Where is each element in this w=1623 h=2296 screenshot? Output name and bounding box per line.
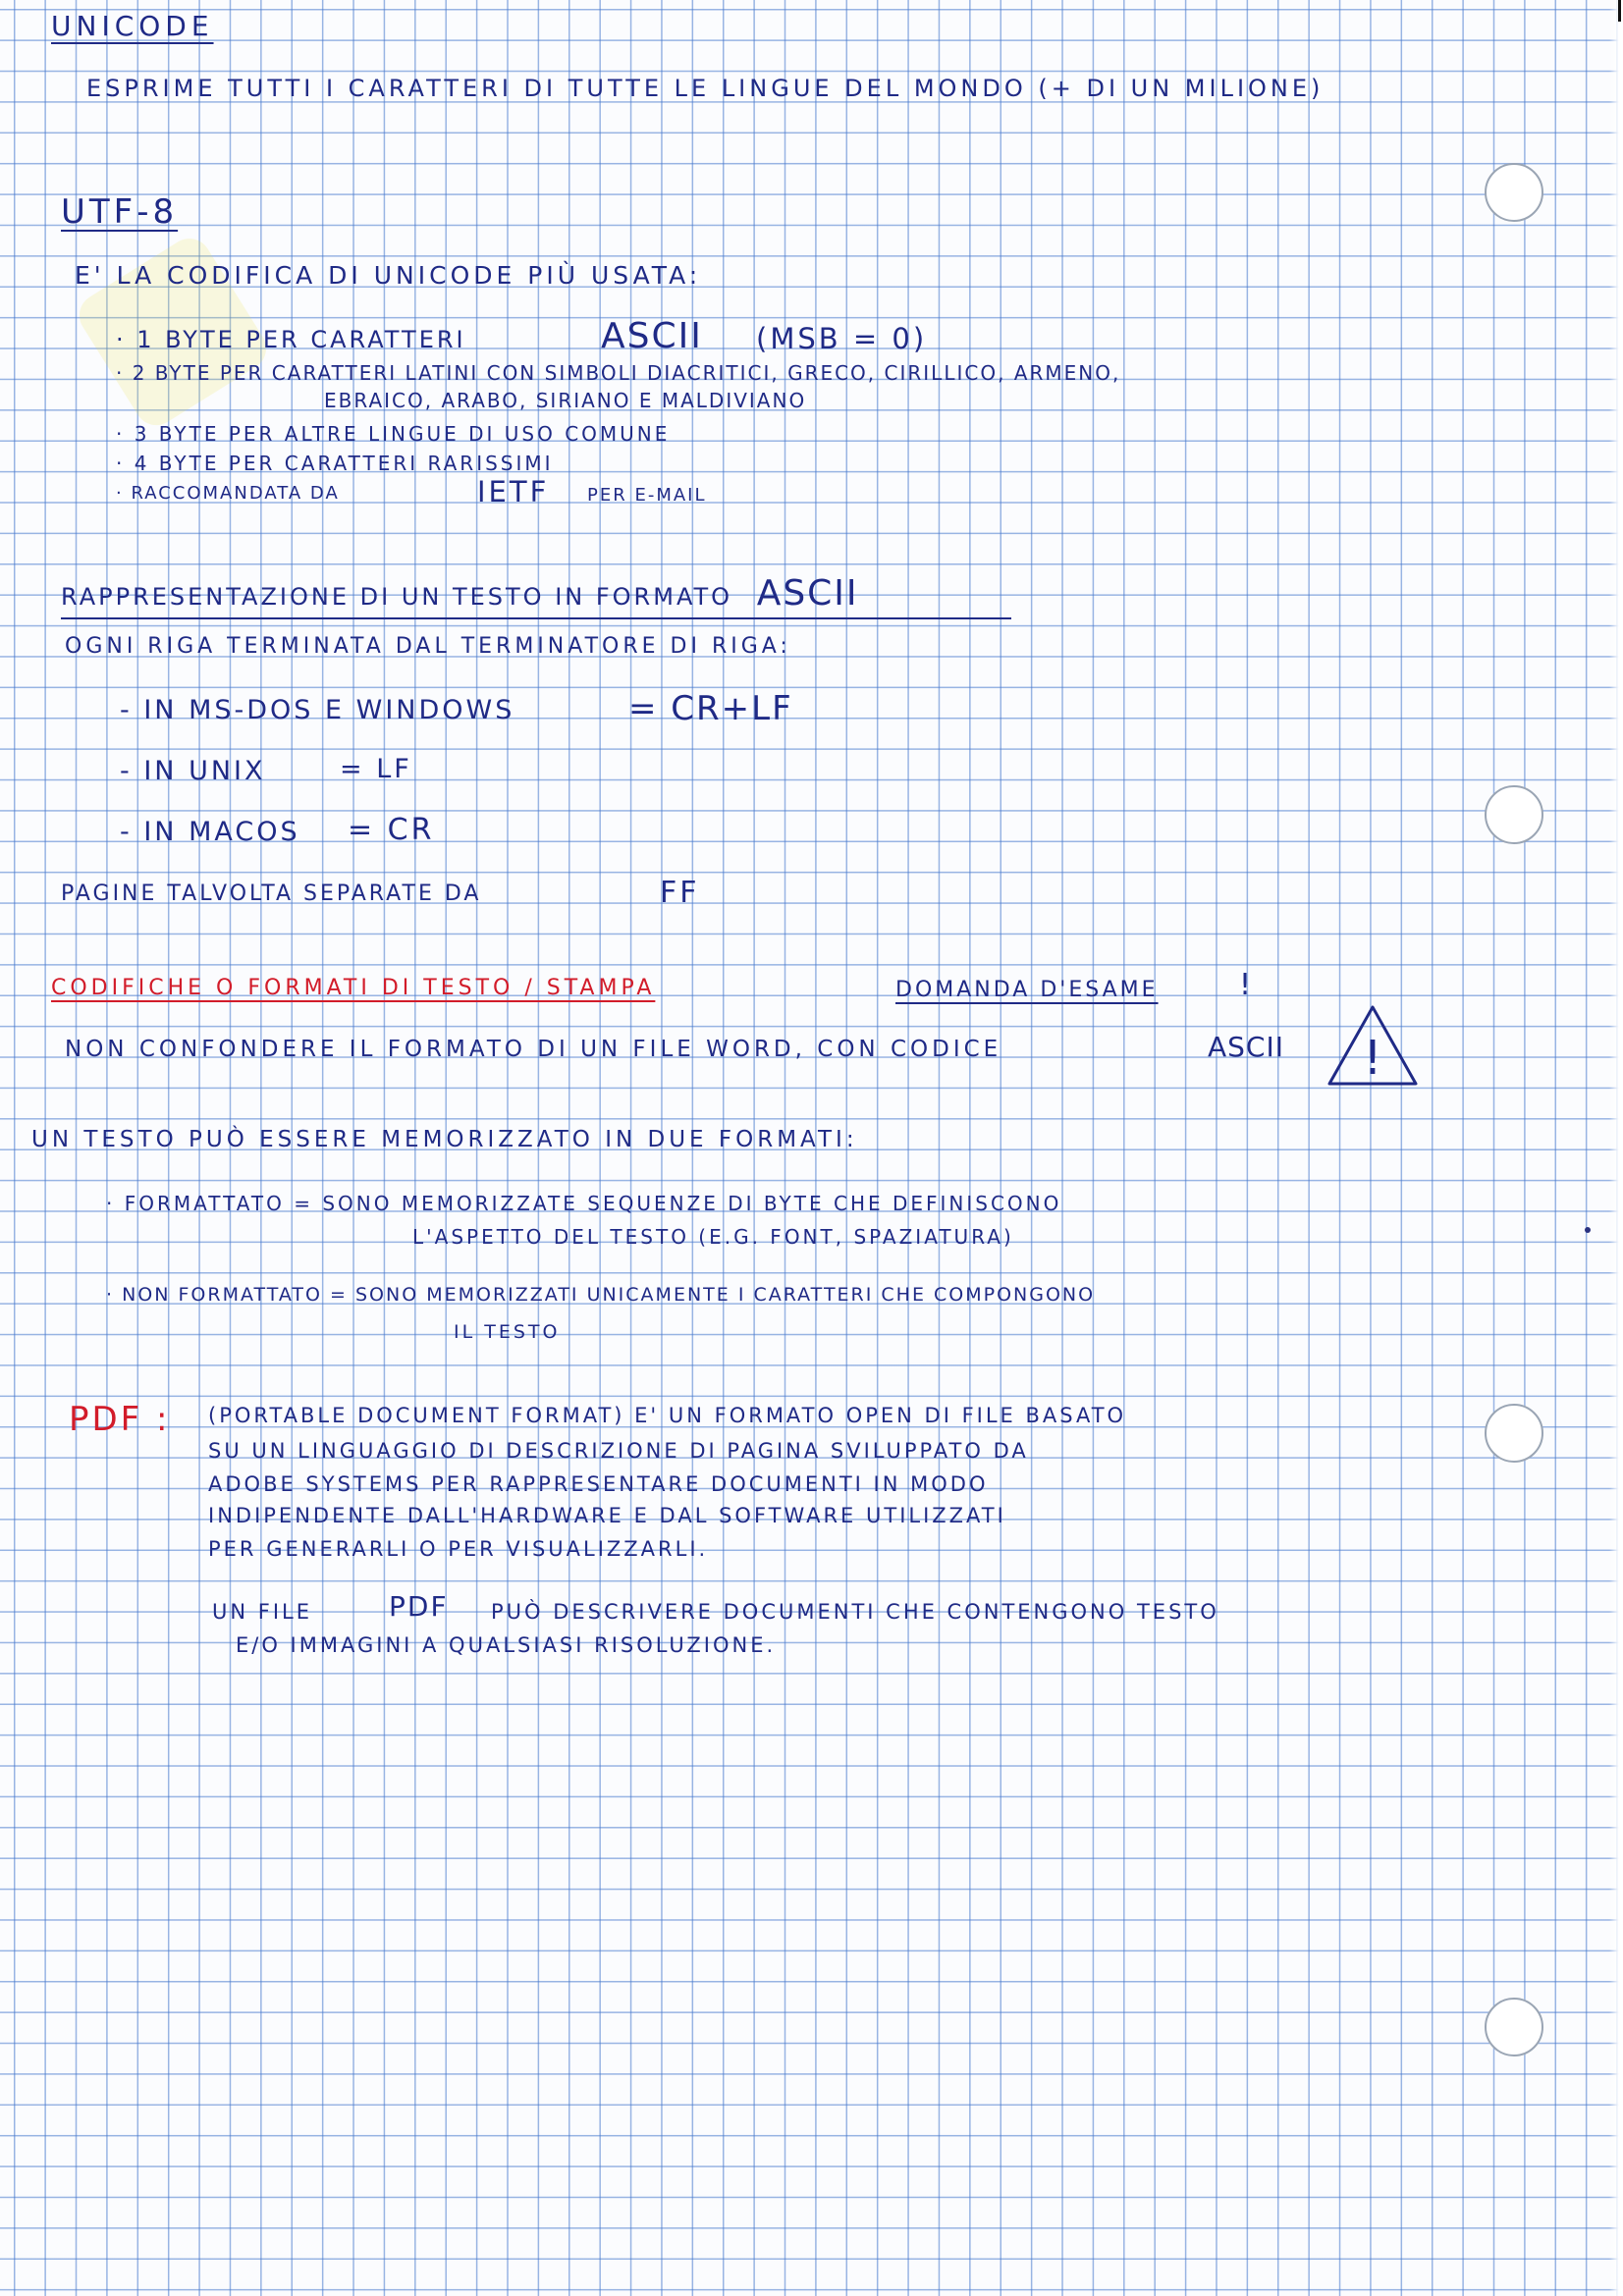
warning-icon-glyph: !	[1363, 1031, 1382, 1086]
utf8-item-1-msb: (MSB = 0)	[756, 322, 928, 355]
page-edge	[1609, 0, 1623, 2296]
codifiche-heading: CODIFICHE O FORMATI DI TESTO / STAMPA	[51, 976, 656, 1000]
bullet-non-formattato: · NON FORMATTATO = SONO MEMORIZZATI UNICAMENTE I CARATTERI CHE COMPONGONO	[106, 1284, 1096, 1306]
exam-note: DOMANDA D'ESAME	[895, 978, 1159, 1002]
pdf-line-4: INDIPENDENTE DALL'HARDWARE E DAL SOFTWARE UTILIZZATI	[208, 1504, 1006, 1527]
utf8-heading: UTF-8	[61, 192, 179, 232]
codifiche-note-ascii: ASCII	[1208, 1031, 1284, 1063]
unicode-heading: UNICODE	[51, 10, 214, 42]
unicode-description: ESPRIME TUTTI I CARATTERI DI TUTTE LE LINGUE DEL MONDO (+ DI UN MILIONE)	[86, 75, 1325, 102]
pdf-label: PDF :	[69, 1400, 171, 1439]
ink-speck	[1585, 1227, 1591, 1233]
ascii-pages-ff: FF	[660, 876, 700, 910]
binder-hole	[1485, 1998, 1543, 2056]
codifiche-intro: UN TESTO PUÒ ESSERE MEMORIZZATO IN DUE FORMATI:	[31, 1127, 858, 1152]
ascii-pages: PAGINE TALVOLTA SEPARATE DA	[61, 881, 482, 906]
ascii-section-heading	[61, 573, 1011, 619]
utf8-item-1-label: · 1 BYTE PER CARATTERI	[116, 326, 466, 353]
utf8-item-1-ascii: ASCII	[601, 316, 703, 356]
pdf-line-2: SU UN LINGUAGGIO DI DESCRIZIONE DI PAGINA SVILUPPATO DA	[208, 1439, 1029, 1463]
binder-hole	[1485, 785, 1543, 844]
pdf-line-3: ADOBE SYSTEMS PER RAPPRESENTARE DOCUMENTI IN MODO	[208, 1472, 989, 1496]
ascii-line-msdos: - IN MS-DOS E WINDOWS	[120, 695, 515, 725]
utf8-item-5: · RACCOMANDATA DA	[116, 483, 340, 504]
codifiche-note: NON CONFONDERE IL FORMATO DI UN FILE WORD, CON CODICE	[65, 1037, 1002, 1062]
binder-hole	[1485, 1404, 1543, 1463]
pdf-para2-line2: E/O IMMAGINI A QUALSIASI RISOLUZIONE.	[236, 1633, 777, 1657]
ascii-line-msdos-value: = CR+LF	[628, 689, 793, 728]
utf8-item-3: · 3 BYTE PER ALTRE LINGUE DI USO COMUNE	[116, 422, 671, 446]
ascii-intro: OGNI RIGA TERMINATA DAL TERMINATORE DI RIGA:	[65, 634, 791, 659]
bullet-formattato-cont: L'ASPETTO DEL TESTO (E.G. FONT, SPAZIATURA)	[412, 1225, 1014, 1249]
pdf-para2-rest: PUÒ DESCRIVERE DOCUMENTI CHE CONTENGONO TESTO	[491, 1600, 1219, 1624]
ascii-section-heading-ascii: ASCII	[756, 573, 859, 614]
pdf-para2-start: UN FILE	[212, 1600, 312, 1624]
ascii-section-heading-text: RAPPRESENTAZIONE DI UN TESTO IN FORMATO	[61, 583, 733, 611]
ascii-line-macos-value: = CR	[348, 813, 435, 847]
binder-hole	[1485, 163, 1543, 222]
pdf-para2-pdf: PDF	[389, 1590, 449, 1623]
utf8-item-5-ietf: IETF	[477, 475, 550, 508]
ascii-line-unix: - IN UNIX	[120, 756, 266, 786]
bullet-formattato: · FORMATTATO = SONO MEMORIZZATE SEQUENZE DI BYTE CHE DEFINISCONO	[106, 1192, 1062, 1215]
utf8-item-5-email: PER E-MAIL	[587, 485, 707, 506]
pdf-line-5: PER GENERARLI O PER VISUALIZZARLI.	[208, 1537, 709, 1561]
bullet-non-formattato-cont: IL TESTO	[454, 1321, 561, 1343]
exam-mark: !	[1239, 968, 1252, 1002]
utf8-intro: E' LA CODIFICA DI UNICODE PIÙ USATA:	[75, 261, 702, 290]
pdf-line-1: (PORTABLE DOCUMENT FORMAT) E' UN FORMATO OPEN DI FILE BASATO	[208, 1404, 1127, 1427]
ascii-line-macos: - IN MACOS	[120, 817, 300, 847]
warning-icon	[1325, 1003, 1420, 1088]
utf8-item-2-cont: EBRAICO, ARABO, SIRIANO E MALDIVIANO	[324, 389, 807, 412]
utf8-item-4: · 4 BYTE PER CARATTERI RARISSIMI	[116, 452, 554, 475]
utf8-item-2: · 2 BYTE PER CARATTERI LATINI CON SIMBOLI DIACRITICI, GRECO, CIRILLICO, ARMENO,	[116, 361, 1121, 385]
ascii-line-unix-value: = LF	[340, 754, 412, 784]
